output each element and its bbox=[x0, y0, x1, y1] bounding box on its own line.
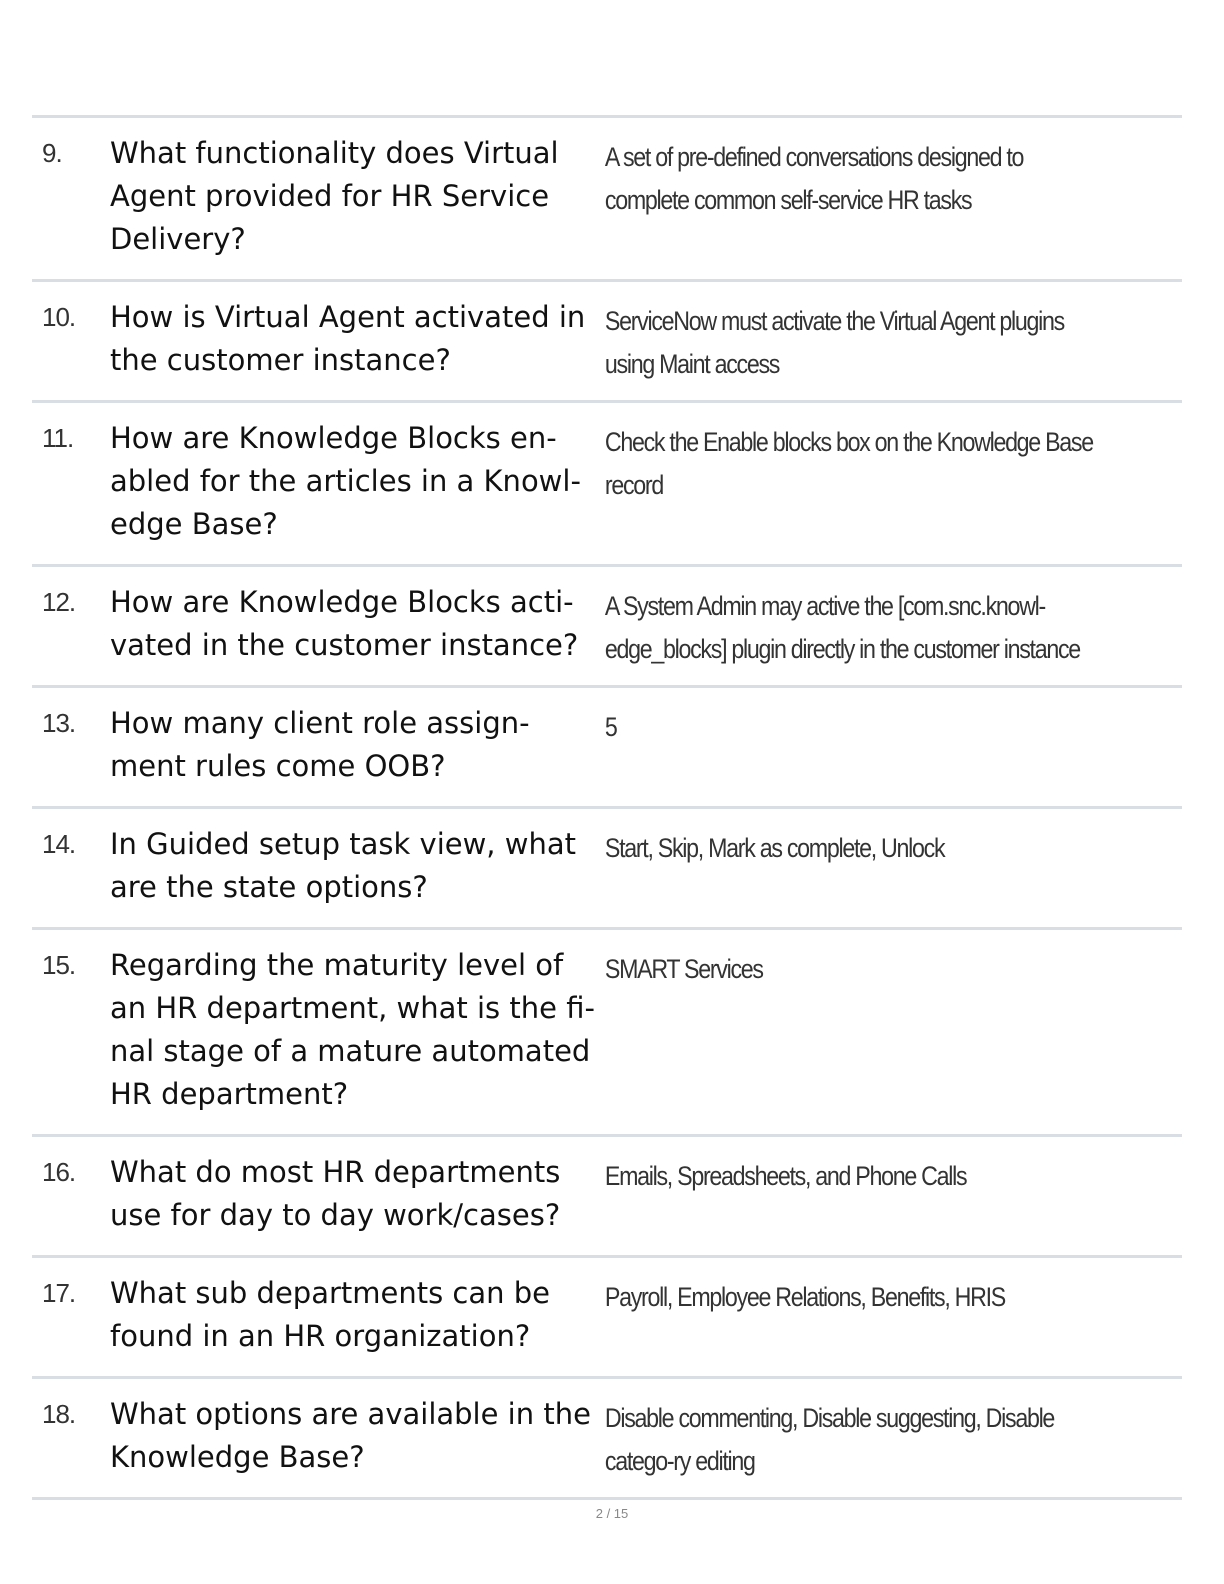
question-text: How many client role assign-ment rules come OOB? bbox=[110, 706, 530, 783]
question-text: How is Virtual Agent activated in the customer instance? bbox=[110, 300, 586, 377]
table-row bbox=[32, 567, 1182, 688]
row-number: 18. bbox=[42, 1399, 76, 1429]
question-text: Regarding the maturity level of an HR department, what is the fi-nal stage of a mature automated HR department? bbox=[110, 948, 595, 1111]
table-row bbox=[32, 1379, 1182, 1500]
row-number: 12. bbox=[42, 587, 76, 617]
row-number: 17. bbox=[42, 1278, 76, 1308]
row-number: 15. bbox=[42, 950, 76, 980]
answer-text: A System Admin may active the [com.snc.knowl-edge_blocks] plugin directly in the customer instance bbox=[604, 591, 1080, 664]
row-number: 11. bbox=[42, 423, 74, 453]
row-number: 10. bbox=[42, 302, 76, 332]
answer-text: Payroll, Employee Relations, Benefits, HRIS bbox=[604, 1282, 1005, 1312]
question-text: How are Knowledge Blocks en-abled for the articles in a Knowl-edge Base? bbox=[110, 421, 581, 541]
table-row bbox=[32, 930, 1182, 1137]
answer-text: 5 bbox=[604, 712, 617, 742]
row-number: 9. bbox=[42, 138, 62, 168]
row-number: 16. bbox=[42, 1157, 76, 1187]
table-row bbox=[32, 403, 1182, 567]
qa-table bbox=[32, 115, 1182, 1500]
question-text: How are Knowledge Blocks acti-vated in the customer instance? bbox=[110, 585, 579, 662]
answer-text: SMART Services bbox=[604, 954, 763, 984]
answer-text: Emails, Spreadsheets, and Phone Calls bbox=[604, 1161, 967, 1191]
answer-text: ServiceNow must activate the Virtual Agent plugins using Maint access bbox=[604, 306, 1064, 379]
question-text: What do most HR departments use for day to day work/cases? bbox=[110, 1155, 561, 1232]
row-number: 14. bbox=[42, 829, 76, 859]
answer-text: Disable commenting, Disable suggesting, Disable catego-ry editing bbox=[604, 1403, 1055, 1476]
question-text: In Guided setup task view, what are the state options? bbox=[110, 827, 576, 904]
page-number: 2 / 15 bbox=[595, 1506, 629, 1521]
question-text: What options are available in the Knowledge Base? bbox=[110, 1397, 591, 1474]
table-row bbox=[32, 282, 1182, 403]
table-row bbox=[32, 809, 1182, 930]
table-row bbox=[32, 1258, 1182, 1379]
table-row bbox=[32, 688, 1182, 809]
question-text: What sub departments can be found in an HR organization? bbox=[110, 1276, 550, 1353]
table-row bbox=[32, 1137, 1182, 1258]
table-row bbox=[32, 118, 1182, 282]
answer-text: A set of pre-defined conversations designed to complete common self-service HR tasks bbox=[604, 142, 1024, 215]
row-number: 13. bbox=[42, 708, 76, 738]
answer-text: Check the Enable blocks box on the Knowledge Base record bbox=[604, 427, 1093, 500]
question-text: What functionality does Virtual Agent provided for HR Service Delivery? bbox=[110, 136, 559, 256]
answer-text: Start, Skip, Mark as complete, Unlock bbox=[604, 833, 945, 863]
